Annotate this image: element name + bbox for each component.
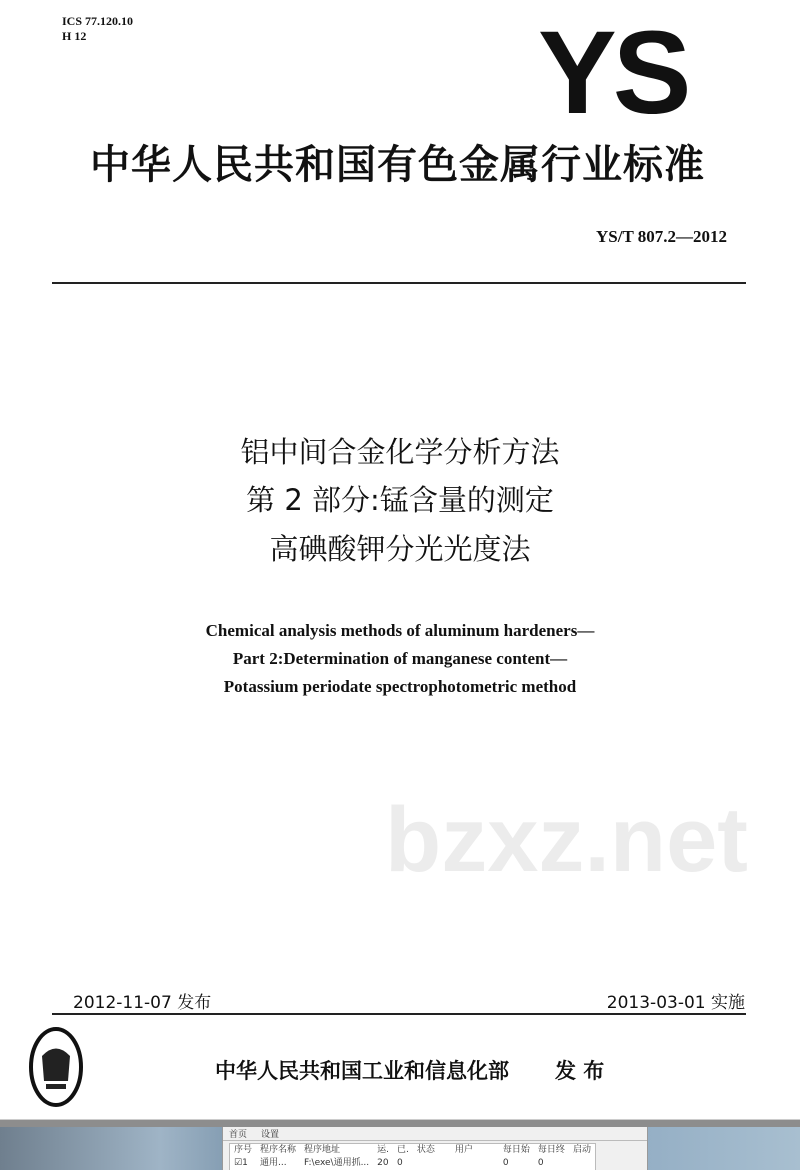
cell: 20 — [377, 1158, 389, 1168]
title-en-3: Potassium periodate spectrophotometric method — [223, 677, 577, 696]
cell — [569, 1157, 596, 1170]
tab-home[interactable]: 首页 — [229, 1130, 248, 1140]
column-header[interactable]: 序号 — [234, 1145, 253, 1155]
header-rule — [52, 282, 746, 284]
standard-number: YS/T 807.2—2012 — [596, 227, 727, 246]
cell: 通用... — [260, 1158, 287, 1168]
cell: 0 — [537, 1158, 544, 1168]
footer-rule — [52, 1013, 746, 1015]
cell — [413, 1157, 451, 1170]
title-cn-1: 铝中间合金化学分析方法 — [240, 435, 560, 469]
tab-settings[interactable]: 设置 — [261, 1130, 280, 1140]
issuer-action: 发 布 — [555, 1059, 605, 1083]
watermark: bzxz.net — [385, 789, 748, 891]
column-header[interactable]: 程序地址 — [304, 1145, 341, 1155]
column-header[interactable]: 运. — [377, 1145, 390, 1155]
cell — [451, 1157, 499, 1170]
issue-date: 2012-11-07 发布 — [73, 993, 212, 1013]
checkbox[interactable]: ☑ — [234, 1158, 243, 1168]
issuer-name: 中华人民共和国工业和信息化部 — [215, 1059, 509, 1083]
column-header[interactable]: 已. — [397, 1145, 409, 1155]
ccs-code: H 12 — [62, 29, 87, 43]
column-header[interactable]: 用户 — [454, 1145, 473, 1155]
cell: 1 — [242, 1158, 248, 1168]
column-header[interactable]: 每日始 — [502, 1145, 530, 1155]
title-cn-2: 第 2 部分:锰含量的测定 — [246, 483, 554, 517]
column-header[interactable]: 启动 — [572, 1145, 591, 1155]
column-header[interactable]: 状态 — [416, 1145, 435, 1155]
cell: 0 — [397, 1158, 403, 1168]
ministry-seal-icon — [28, 1026, 84, 1108]
standard-category: 中华人民共和国有色金属行业标准 — [90, 142, 705, 188]
cell: F:\exe\通用抓... — [304, 1158, 370, 1168]
ys-logo: YS — [538, 7, 688, 139]
column-header[interactable]: 程序名称 — [260, 1145, 297, 1155]
cell: 0 — [502, 1158, 509, 1168]
title-cn-3: 高碘酸钾分光光度法 — [269, 532, 531, 566]
implement-date: 2013-03-01 实施 — [606, 993, 745, 1013]
app-window — [222, 1127, 648, 1170]
column-header[interactable]: 每日终 — [537, 1145, 565, 1155]
table-row[interactable] — [230, 1157, 596, 1170]
ics-code: ICS 77.120.10 — [62, 14, 134, 28]
table-header-row — [230, 1144, 596, 1158]
title-en-1: Chemical analysis methods of aluminum hardeners— — [205, 621, 595, 640]
program-table — [229, 1143, 596, 1170]
title-en-2: Part 2:Determination of manganese content— — [232, 649, 568, 668]
